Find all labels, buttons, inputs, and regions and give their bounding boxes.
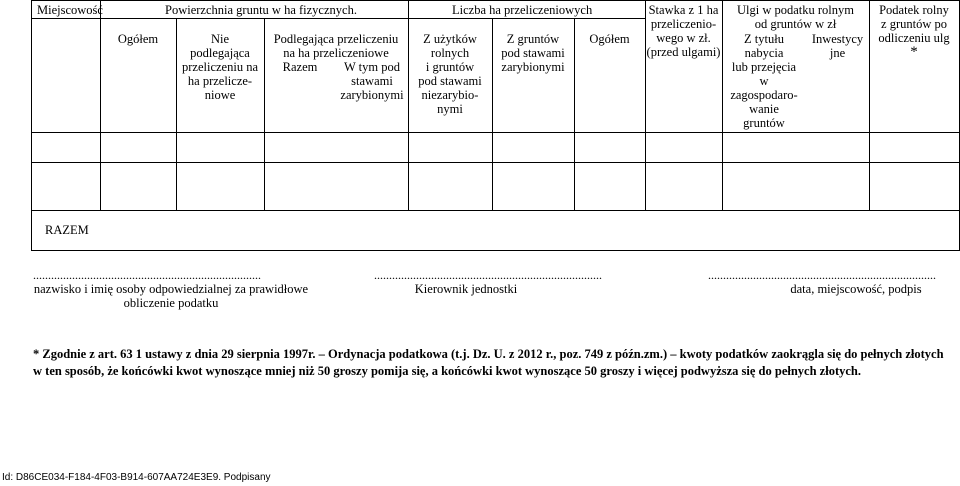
legal-footnote: * Zgodnie z art. 63 1 ustawy z dnia 29 sierpnia 1997r. – Ordynacja podatkowa (t.j. Dz. U. z 2012 r., poz. 749 z późn.zm.) – kwoty podatków zaokrągla się do pełnych złotych w ten sposób, że końcówki kwot wynoszące mniej niż 50 groszy pomija się, a końcówki kwot wynoszące 50 groszy i więcej podwyższa się do pełnych złotych. — [33, 347, 944, 378]
subheader-z-uzytkow-6: nymi — [437, 102, 463, 116]
subheader-nie-podlegajaca-3: przeliczeniu na — [182, 60, 258, 74]
subheader-z-tytulu-4: w — [759, 74, 769, 88]
subheader-z-uzytkow-3: i gruntów — [425, 60, 475, 74]
header-stawka-1: Stawka z 1 ha — [648, 3, 719, 17]
subheader-z-tytulu-5: zagospodaro- — [730, 88, 798, 102]
subheader-ogolem-ha: Ogółem — [589, 32, 630, 46]
header-liczba-ha: Liczba ha przeliczeniowych — [452, 3, 593, 17]
header-miejscowosc: Miejscowość — [37, 3, 103, 17]
subheader-inwestycyjne-1: Inwestycy — [811, 32, 864, 46]
razem-row-label: RAZEM — [45, 223, 89, 237]
header-ulgi-2: od gruntów w zł — [754, 17, 837, 31]
subheader-z-tytulu-7: gruntów — [743, 116, 785, 130]
signature-line-left: ............................................................................ — [33, 268, 261, 282]
subheader-nie-podlegajaca-4: ha przelicze- — [187, 74, 253, 88]
subheader-inwestycyjne-2: jne — [829, 46, 846, 60]
document-id: Id: D86CE034-F184-4F03-B914-607AA724E3E9. Podpisany — [2, 472, 271, 483]
header-podatek-3: odliczeniu ulg — [878, 31, 950, 45]
subheader-z-gruntow-2: pod stawami — [501, 46, 565, 60]
subheader-podlegajaca-1: Podlegająca przeliczeniu — [273, 32, 399, 46]
subheader-w-tym-1: W tym pod — [343, 60, 401, 74]
subheader-z-tytulu-2: nabycia — [744, 46, 784, 60]
subheader-podlegajaca-2: na ha przeliczeniowe — [283, 46, 389, 60]
subheader-z-tytulu-1: Z tytułu — [744, 32, 784, 46]
header-stawka-2: przeliczenio- — [650, 17, 717, 31]
subheader-z-uzytkow-2: rolnych — [430, 46, 470, 60]
col-line-6 — [574, 18, 575, 210]
header-powierzchnia: Powierzchnia gruntu w ha fizycznych. — [165, 3, 357, 17]
signature-label-left-2: obliczenie podatku — [123, 296, 219, 310]
subheader-z-tytulu-6: wanie — [749, 102, 779, 116]
table-left-border — [31, 0, 32, 251]
table-bottom-border — [31, 250, 960, 251]
subheader-nie-podlegajaca-5: niowe — [204, 88, 236, 102]
header-bottom-line — [31, 132, 960, 133]
header-sub-line — [31, 18, 645, 19]
subheader-z-uzytkow-5: niezarybio- — [421, 88, 479, 102]
subheader-z-uzytkow-4: pod stawami — [418, 74, 482, 88]
row-2-bottom-line — [31, 210, 960, 211]
signature-line-middle: ............................................................................ — [374, 268, 602, 282]
header-podatek-2: z gruntów po — [881, 17, 947, 31]
subheader-z-gruntow-1: Z gruntów — [506, 32, 560, 46]
subheader-w-tym-2: stawami — [351, 74, 393, 88]
signature-label-middle: Kierownik jednostki — [414, 282, 518, 296]
header-podatek-1: Podatek rolny — [879, 3, 949, 17]
header-ulgi-1: Ulgi w podatku rolnym — [736, 3, 854, 17]
signature-label-left-1: nazwisko i imię osoby odpowiedzialnej za prawidłowe — [33, 282, 309, 296]
subheader-nie-podlegajaca-2: podlegająca — [190, 46, 250, 60]
subheader-ogolem-area: Ogółem — [117, 32, 159, 46]
subheader-razem: Razem — [282, 60, 318, 74]
header-stawka-3: wego w zł. — [656, 31, 711, 45]
table-top-border — [31, 0, 960, 1]
row-1-bottom-line — [31, 162, 960, 163]
signature-line-right: ............................................................................ — [708, 268, 936, 282]
subheader-z-gruntow-3: zarybionymi — [501, 60, 565, 74]
header-podatek-4: * — [910, 44, 918, 60]
subheader-z-uzytkow-1: Z użytków — [423, 32, 477, 46]
header-stawka-4: (przed ulgami) — [646, 45, 721, 59]
subheader-nie-podlegajaca-1: Nie — [210, 32, 230, 46]
signature-label-right: data, miejscowość, podpis — [790, 282, 922, 296]
subheader-z-tytulu-3: lub przejęcia — [731, 60, 797, 74]
subheader-w-tym-3: zarybionymi — [340, 88, 404, 102]
